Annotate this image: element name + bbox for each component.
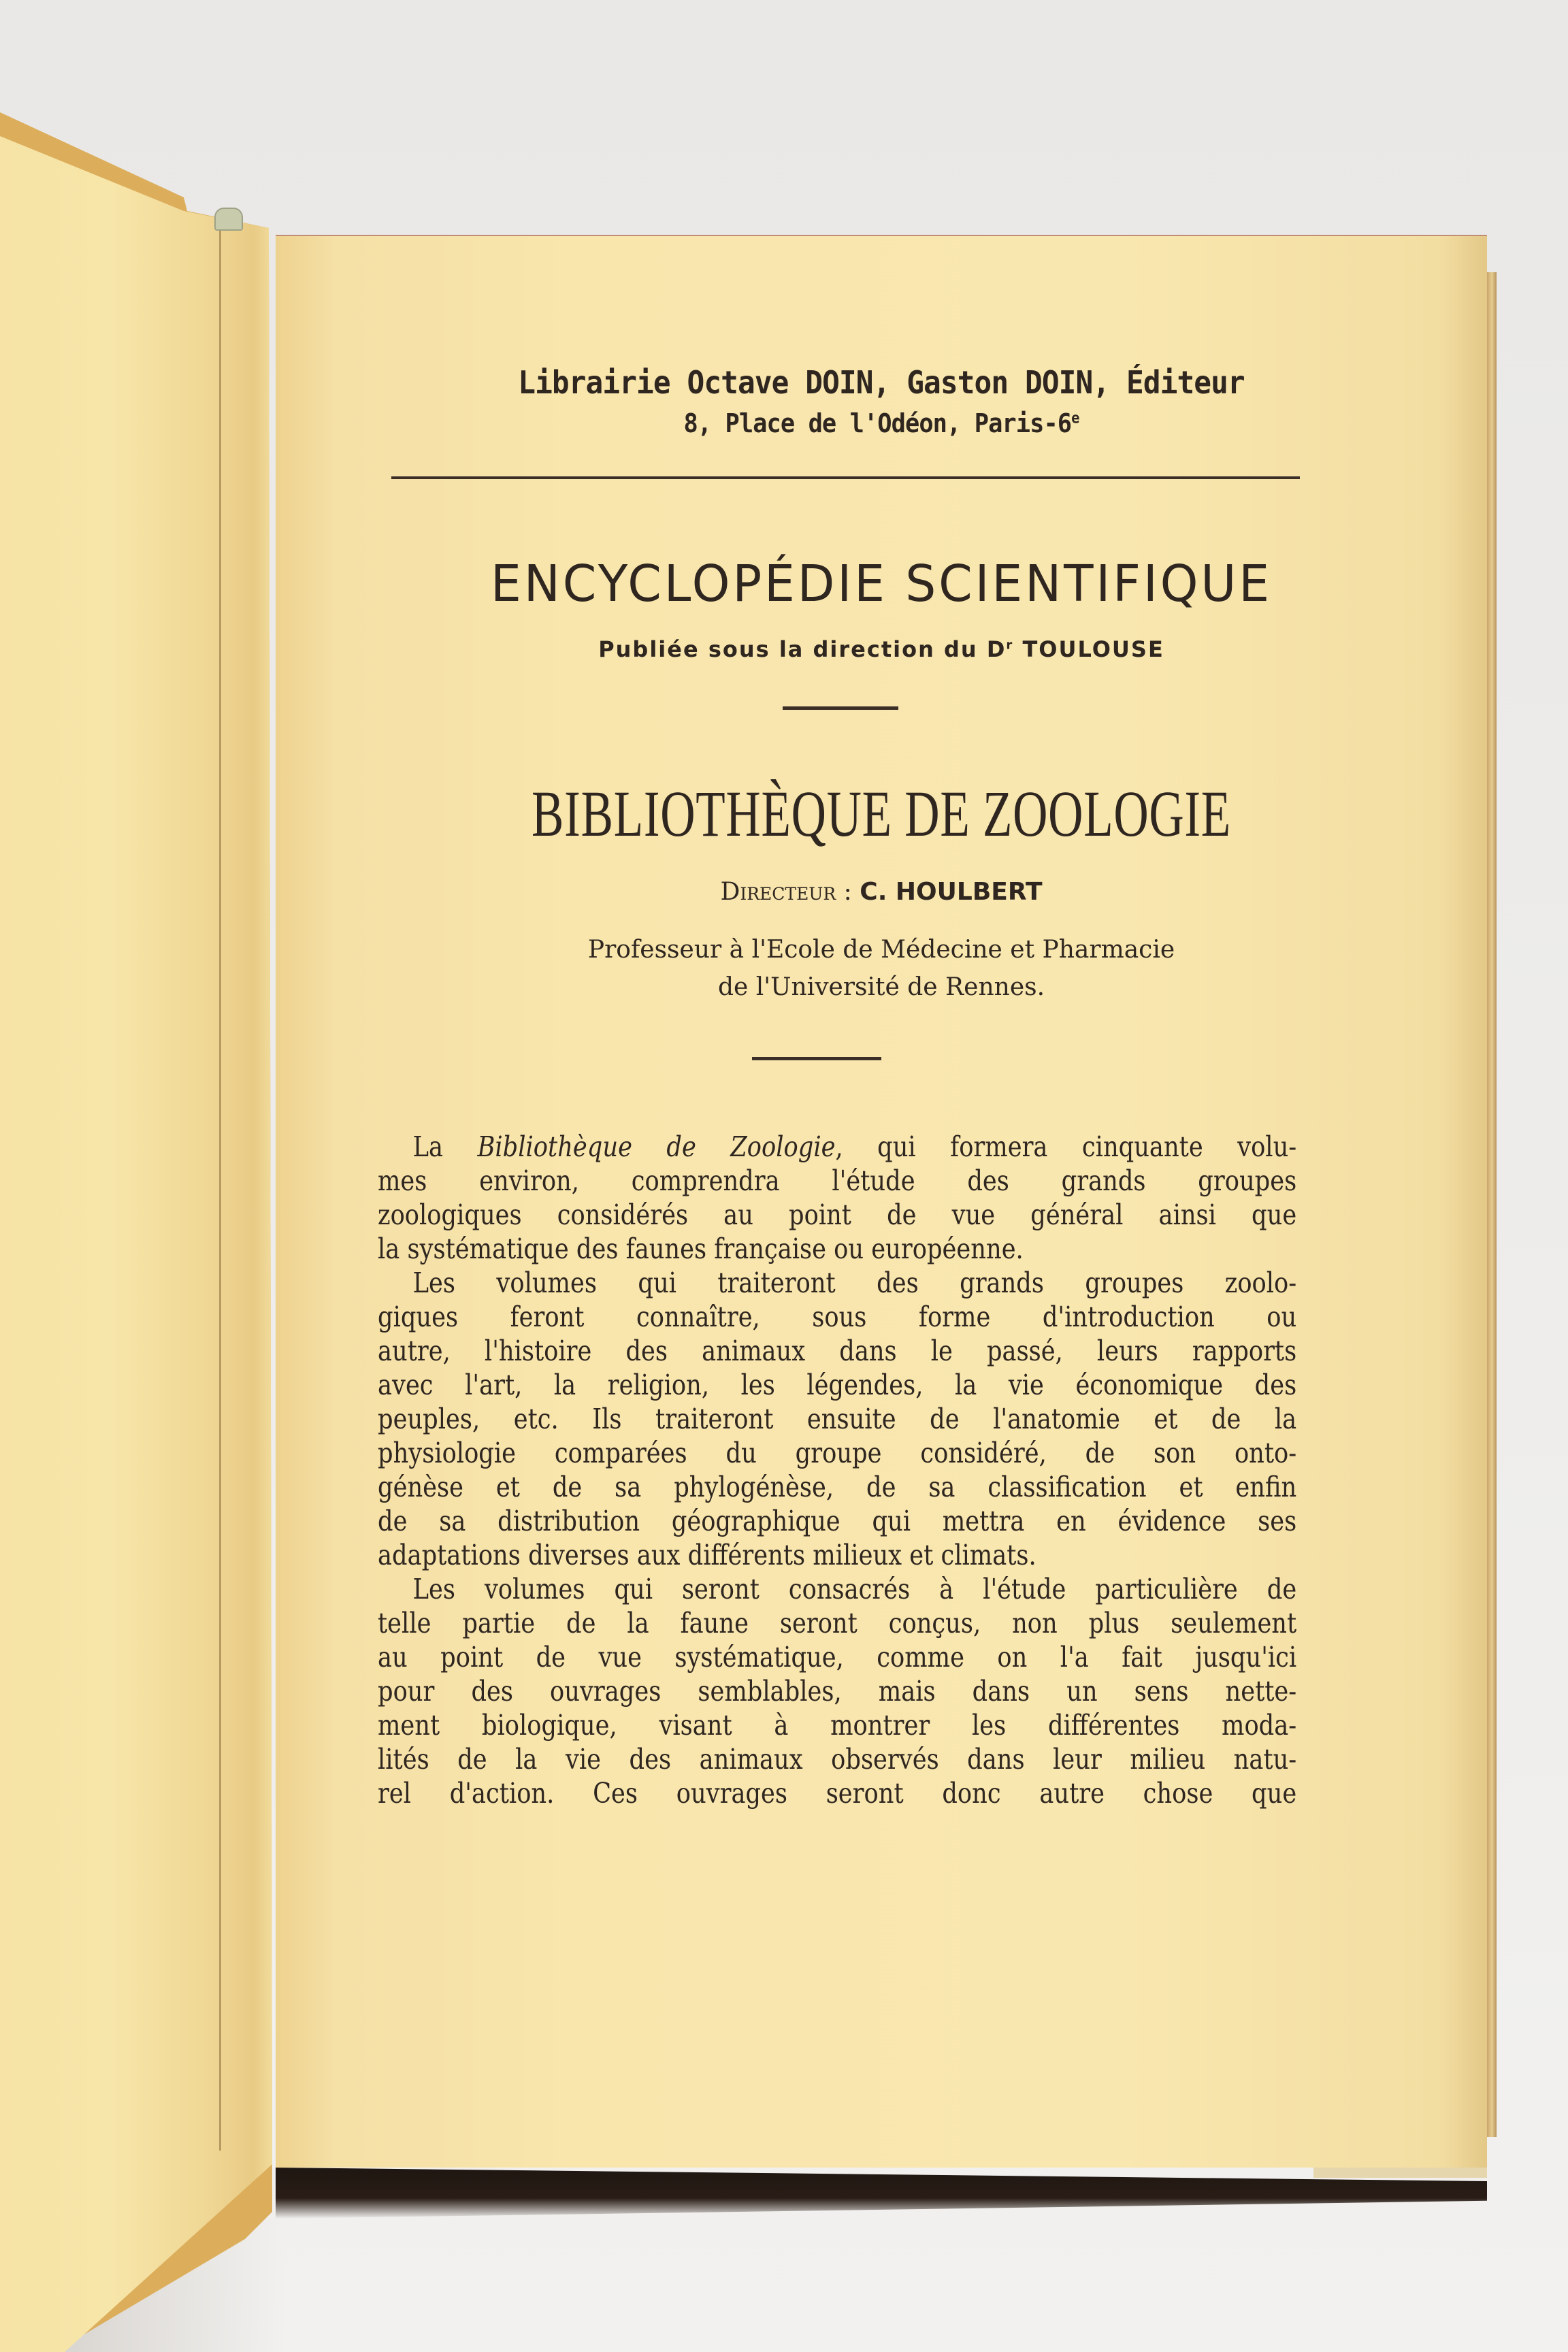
divider-rule [752, 1057, 881, 1060]
body-line: ment biologique, visant à montrer les différentes moda- [378, 1709, 1297, 1742]
body-line: génèse et de sa phylogénèse, de sa classification et enfin [378, 1471, 1297, 1503]
body-line: Les volumes qui traiteront des grands groupes zoolo- [412, 1267, 1297, 1299]
series-title: ENCYCLOPÉDIE SCIENTIFIQUE [491, 555, 1272, 613]
director-line [276, 878, 1487, 906]
body-line: rel d'action. Ces ouvrages seront donc autre chose que [378, 1777, 1297, 1810]
body-line: avec l'art, la religion, les légendes, la vie économique des [378, 1369, 1297, 1401]
publisher-address [318, 408, 1444, 438]
ordinal-sup: e [1071, 410, 1079, 427]
header-rule [391, 476, 1300, 479]
body-line: physiologie comparées du groupe considéré, de son onto- [378, 1437, 1297, 1469]
series-name-italic: Bibliothèque de Zoologie [477, 1130, 836, 1163]
body-line: zoologiques considérés au point de vue général ainsi que [378, 1198, 1297, 1231]
director-label: Directeur : [720, 878, 852, 906]
director-name: C. HOULBERT [860, 878, 1043, 906]
body-line: pour des ouvrages semblables, mais dans un sens nette- [378, 1675, 1297, 1708]
body-line: de sa distribution géographique qui mettra en évidence ses [378, 1505, 1297, 1537]
divider-rule [783, 706, 898, 710]
body-text-fragment: La [412, 1130, 478, 1163]
body-line: telle partie de la faune seront conçus, non plus seulement [378, 1607, 1297, 1639]
headband [214, 208, 243, 231]
page-block-edge [1487, 272, 1497, 2137]
body-line: adaptations diverses aux différents milieux et climats. [378, 1539, 1036, 1571]
address-text: 8, Place de l'Odéon, Paris-6e [683, 408, 1079, 438]
body-line: lités de la vie des animaux observés dans leur milieu natu- [378, 1743, 1297, 1776]
direction-name: TOULOUSE [1022, 636, 1164, 662]
body-paragraphs [378, 1130, 1297, 1810]
body-line [378, 1130, 1296, 1164]
body-line: au point de vue systématique, comme on l'a fait jusqu'ici [378, 1641, 1297, 1673]
gutter-fold [219, 225, 221, 2151]
body-text-fragment: , qui formera cinquante volu- [835, 1130, 1297, 1163]
body-line: Les volumes qui seront consacrés à l'étude particulière de [412, 1573, 1297, 1605]
body-line: mes environ, comprendra l'étude des grands groupes [378, 1164, 1297, 1197]
director-role-line-2: de l'Université de Rennes. [717, 973, 1045, 1001]
body-line: giques feront connaître, sous forme d'introduction ou [378, 1301, 1297, 1333]
director-role-line-1: Professeur à l'Ecole de Médecine et Pharmacie [587, 936, 1175, 964]
body-line: autre, l'histoire des animaux dans le passé, leurs rapports [378, 1335, 1297, 1367]
direction-prefix: Publiée sous la direction du D [598, 636, 1007, 662]
publisher-line: Librairie Octave DOIN, Gaston DOIN, Éditeur [518, 364, 1245, 401]
body-line: peuples, etc. Ils traiteront ensuite de l'anatomie et de la [378, 1403, 1297, 1435]
direction-line [276, 636, 1487, 662]
left-flyleaf-page [0, 0, 276, 2352]
body-line: la systématique des faunes française ou européenne. [378, 1232, 1024, 1265]
library-title: BIBLIOTHÈQUE DE ZOOLOGIE [532, 777, 1231, 850]
direction-sup: r [1006, 638, 1014, 653]
